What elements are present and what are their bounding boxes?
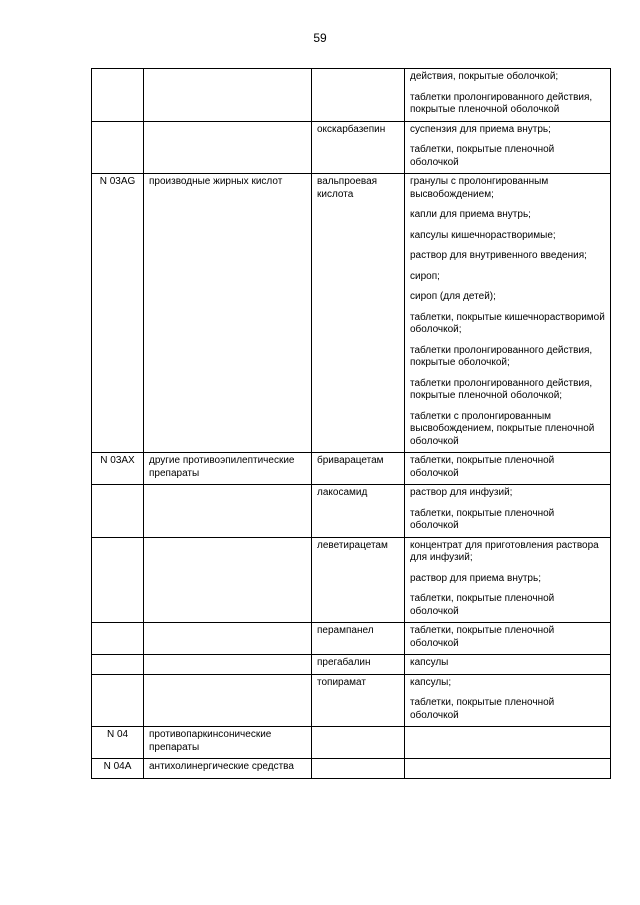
page-number: 59 [313, 31, 327, 45]
group-name-cell: производные жирных кислот [144, 174, 312, 453]
dosage-form: таблетки с пролонгированным высвобождением, покрытые пленочной оболочкой [410, 410, 595, 447]
table-row [92, 674, 611, 727]
dosage-forms-cell [405, 759, 611, 779]
dosage-forms-cell [405, 674, 611, 727]
group-name-cell [144, 121, 312, 174]
dosage-form: суспензия для приема внутрь; [410, 123, 551, 135]
dosage-form: таблетки пролонгированного действия, покрытые оболочкой; [410, 344, 593, 368]
atc-code-cell [92, 69, 144, 122]
dosage-forms-cell [405, 69, 611, 122]
drug-name-cell: бриварацетам [312, 453, 405, 485]
dosage-form: действия, покрытые оболочкой; [410, 71, 559, 82]
group-name-cell: антихолинергические средства [144, 759, 312, 779]
table-row [92, 727, 611, 759]
dosage-form: капсулы кишечнорастворимые; [410, 229, 556, 241]
table-row [92, 655, 611, 675]
dosage-form: сироп (для детей); [410, 291, 496, 302]
atc-code-cell [92, 121, 144, 174]
dosage-form: таблетки, покрытые пленочной оболочкой [410, 144, 555, 168]
group-name-cell [144, 537, 312, 623]
group-name-cell [144, 674, 312, 727]
drug-name-cell [312, 759, 405, 779]
drug-name-cell: перампанел [312, 623, 405, 655]
atc-code-cell: N 03AG [92, 174, 144, 453]
dosage-forms-cell [405, 121, 611, 174]
table-row [92, 121, 611, 174]
dosage-forms-cell [405, 727, 611, 759]
dosage-forms-cell [405, 655, 611, 675]
group-name-cell [144, 69, 312, 122]
drug-name-cell [312, 69, 405, 122]
table-row [92, 174, 611, 453]
dosage-form: сироп; [410, 270, 440, 282]
drug-name-cell: топирамат [312, 674, 405, 727]
atc-code-cell [92, 537, 144, 623]
dosage-form: гранулы с пролонгированным высвобождением; [410, 176, 549, 200]
dosage-form: раствор для инфузий; [410, 487, 513, 498]
table-row [92, 69, 611, 122]
atc-code-cell [92, 485, 144, 538]
atc-code-cell [92, 623, 144, 655]
dosage-form: таблетки, покрытые пленочной оболочкой [410, 593, 555, 617]
atc-code-cell: N 03AX [92, 453, 144, 485]
table-body [92, 69, 611, 779]
dosage-form: капсулы [410, 657, 449, 668]
group-name-cell [144, 655, 312, 675]
table-row [92, 537, 611, 623]
table-row [92, 759, 611, 779]
group-name-cell: другие противоэпилептические препараты [144, 453, 312, 485]
dosage-forms-cell [405, 174, 611, 453]
dosage-form: таблетки, покрытые пленочной оболочкой [410, 697, 555, 721]
dosage-form: таблетки, покрытые кишечнорастворимой оболочкой; [410, 311, 605, 335]
dosage-form: концентрат для приготовления раствора для инфузий; [410, 539, 599, 563]
drug-name-cell: прегабалин [312, 655, 405, 675]
drug-table [91, 68, 611, 779]
group-name-cell [144, 485, 312, 538]
atc-code-cell: N 04 [92, 727, 144, 759]
dosage-forms-cell [405, 537, 611, 623]
dosage-forms-cell [405, 453, 611, 485]
table-row [92, 485, 611, 538]
drug-name-cell: лакосамид [312, 485, 405, 538]
drug-name-cell: окскарбазепин [312, 121, 405, 174]
atc-code-cell [92, 674, 144, 727]
table-row [92, 623, 611, 655]
dosage-form: раствор для приема внутрь; [410, 572, 541, 584]
atc-code-cell: N 04A [92, 759, 144, 779]
drug-name-cell: леветирацетам [312, 537, 405, 623]
dosage-form: раствор для внутривенного введения; [410, 250, 587, 261]
dosage-form: таблетки пролонгированного действия, покрытые пленочной оболочкой [410, 91, 593, 115]
dosage-forms-cell [405, 485, 611, 538]
group-name-cell: противопаркинсонические препараты [144, 727, 312, 759]
atc-code-cell [92, 655, 144, 675]
dosage-forms-cell [405, 623, 611, 655]
group-name-cell [144, 623, 312, 655]
drug-name-cell [312, 727, 405, 759]
dosage-form: капсулы; [410, 676, 452, 688]
dosage-form: таблетки, покрытые пленочной оболочкой [410, 507, 555, 531]
table-row [92, 453, 611, 485]
dosage-form: таблетки, покрытые пленочной оболочкой [410, 625, 555, 649]
dosage-form: таблетки, покрытые пленочной оболочкой [410, 455, 555, 479]
dosage-form: таблетки пролонгированного действия, покрытые пленочной оболочкой; [410, 377, 593, 401]
drug-name-cell: вальпроевая кислота [312, 174, 405, 453]
dosage-form: капли для приема внутрь; [410, 209, 531, 220]
